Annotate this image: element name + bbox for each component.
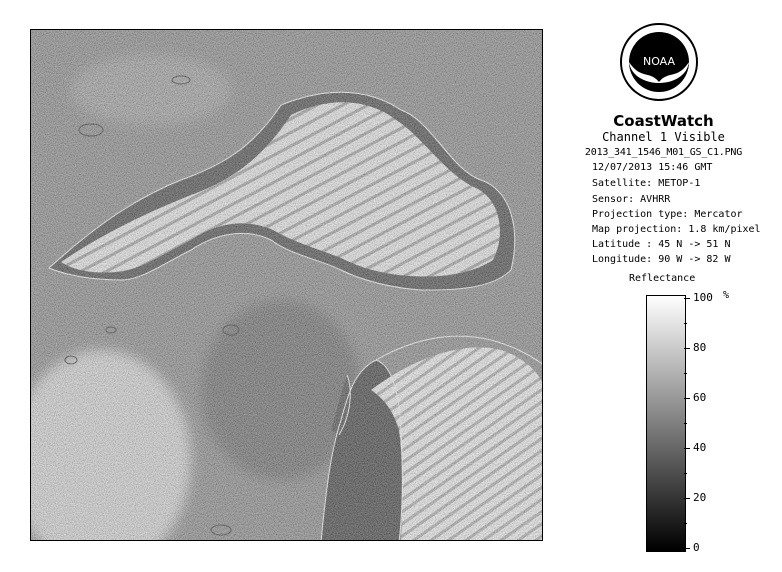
sensor-label: Sensor: AVHRR [592, 194, 671, 205]
app-title: CoastWatch [613, 112, 714, 130]
colorbar-label-40: 40 [693, 441, 707, 454]
colorbar-label-80: 80 [693, 341, 707, 354]
projection-type-label: Projection type: Mercator [592, 209, 743, 220]
satellite-label: Satellite: METOP-1 [592, 178, 701, 189]
colorbar-tick [684, 498, 690, 499]
colorbar-label-100: 100 [693, 291, 713, 304]
channel-subtitle: Channel 1 Visible [602, 130, 725, 144]
colorbar-tick [684, 548, 690, 549]
colorbar-tick [684, 448, 690, 449]
colorbar-label-60: 60 [693, 391, 707, 404]
image-filename: 2013_341_1546_M01_GS_C1.PNG [584, 147, 743, 158]
colorbar-label-0: 0 [693, 541, 700, 554]
map-projection-label: Map projection: 1.8 km/pixel [592, 224, 761, 235]
colorbar-tick [684, 398, 690, 399]
noaa-logo [619, 20, 699, 108]
reflectance-colorbar [646, 295, 686, 552]
longitude-label: Longitude: 90 W -> 82 W [592, 254, 731, 265]
datetime-label: 12/07/2013 15:46 GMT [592, 162, 713, 173]
colorbar-tick [684, 348, 690, 349]
satellite-image [30, 29, 543, 541]
colorbar-label-20: 20 [693, 491, 707, 504]
colorbar-title: Reflectance [629, 273, 696, 284]
colorbar-unit: % [723, 290, 730, 301]
svg-text:NOAA: NOAA [642, 55, 676, 68]
colorbar-tick [684, 298, 690, 299]
latitude-label: Latitude : 45 N -> 51 N [592, 239, 731, 250]
